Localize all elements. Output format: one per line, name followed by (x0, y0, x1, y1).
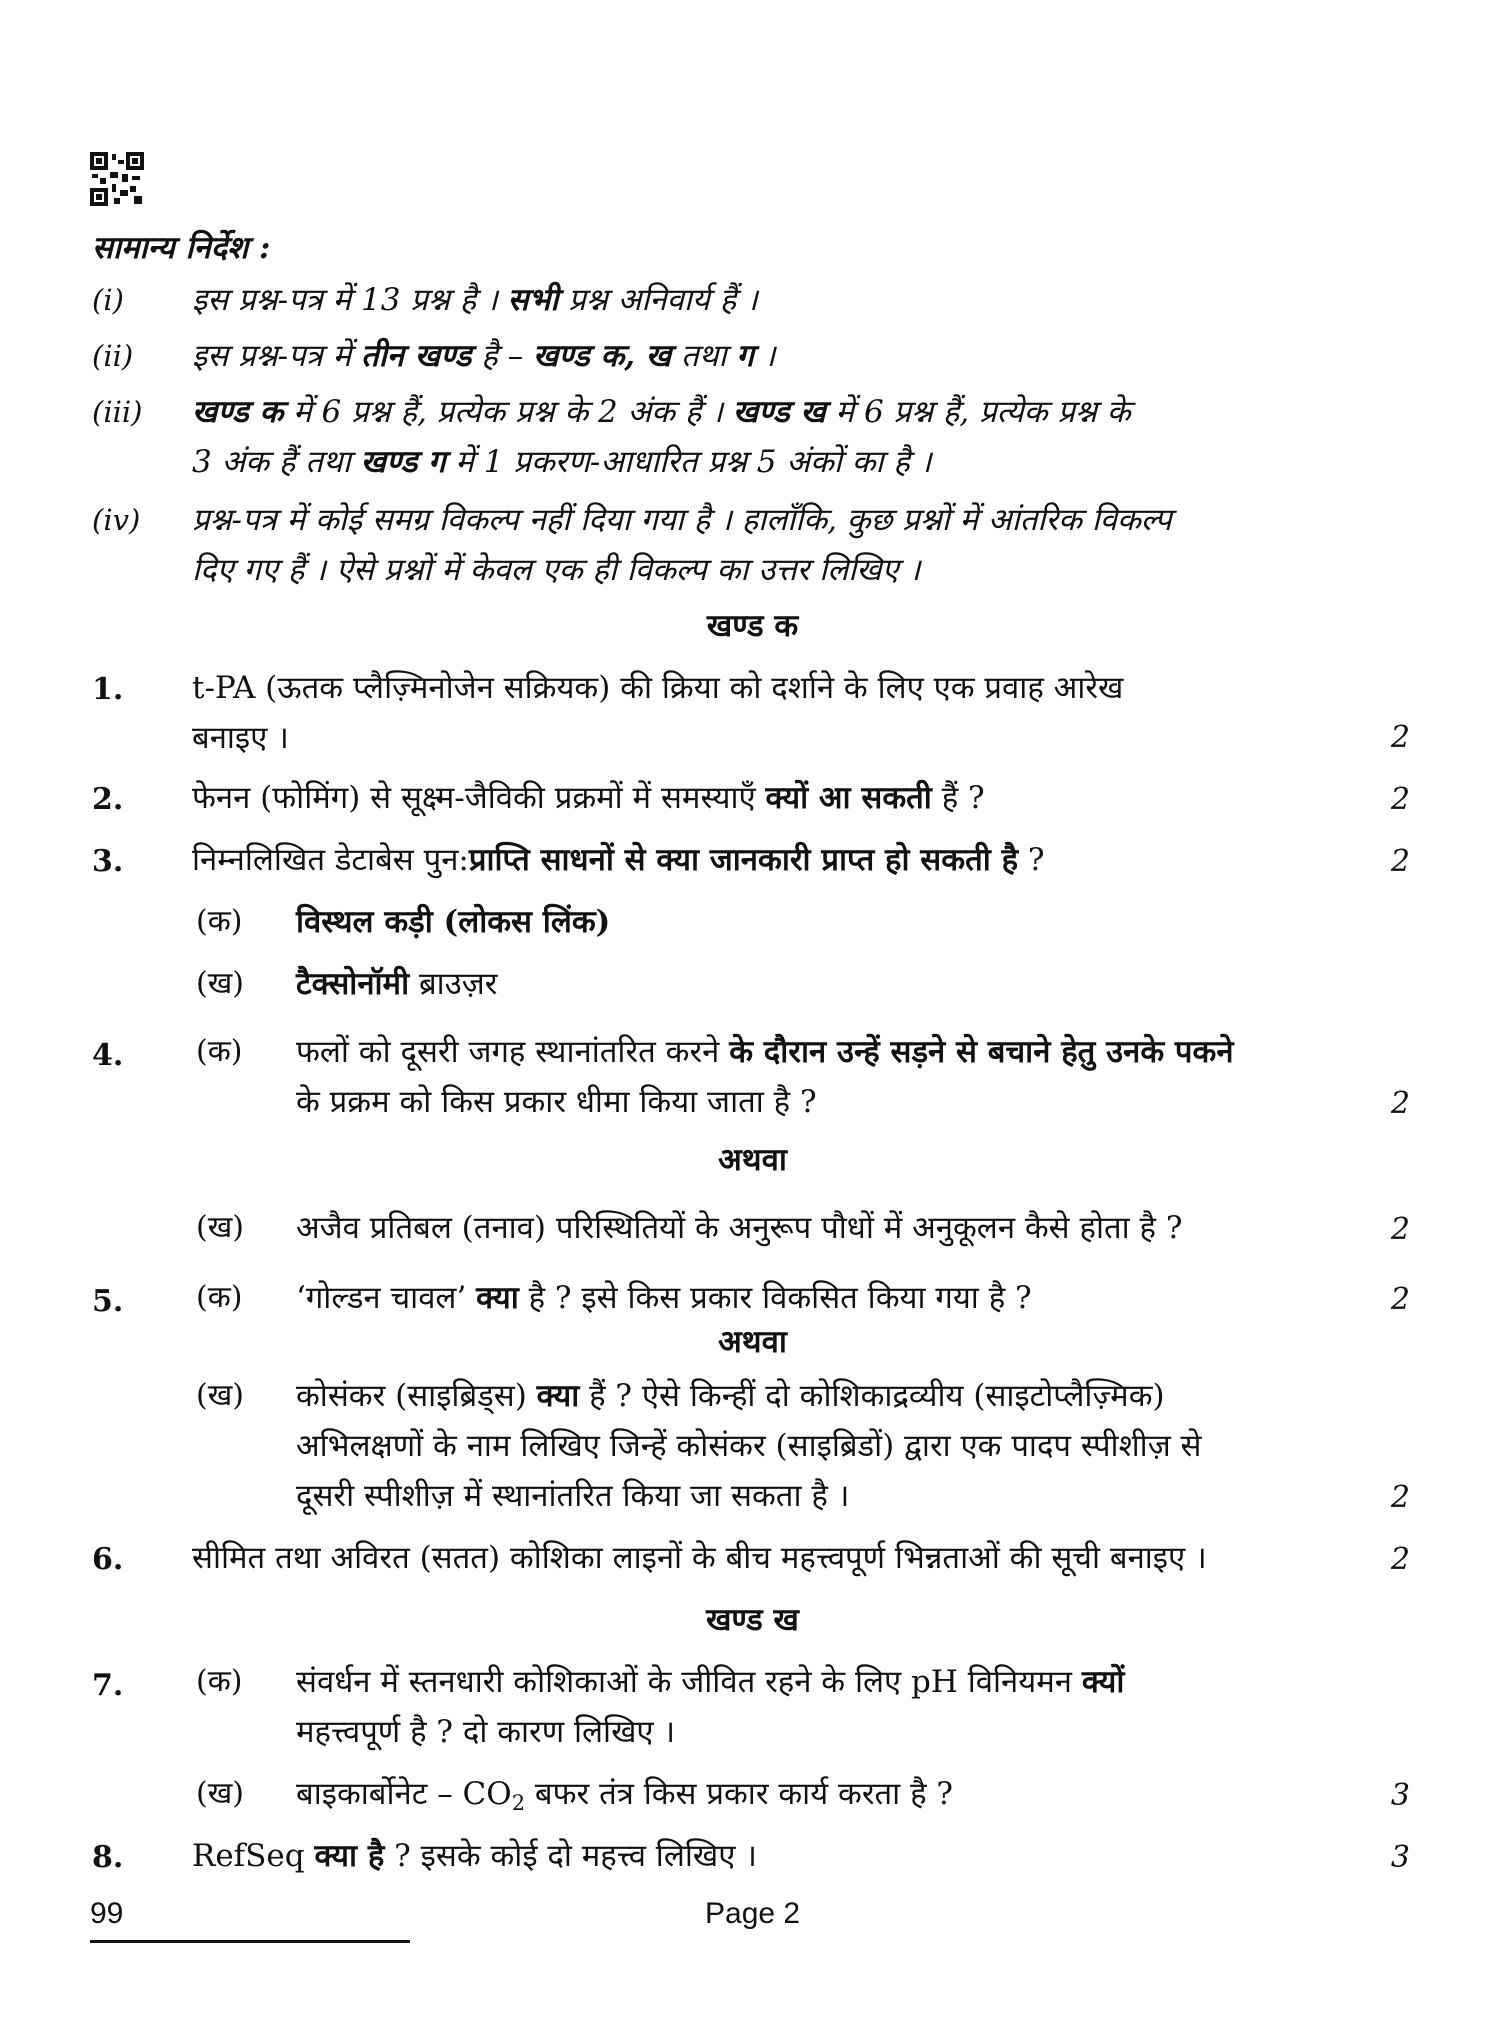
option-label: (क) (196, 1034, 243, 1069)
option-label: (ख) (196, 966, 244, 1001)
question-marks: 2 (1390, 1212, 1410, 1247)
instruction-number: (iv) (92, 503, 141, 537)
question-marks: 2 (1390, 1282, 1410, 1317)
question-marks: 2 (1390, 782, 1410, 817)
option-label: (ख) (196, 1210, 244, 1245)
instruction-text: इस प्रश्न-पत्र में 13 प्रश्न है । सभी प्रश्न अनिवार्य हैं । (192, 282, 758, 318)
section-heading: खण्ड क (706, 608, 799, 644)
question-text: दूसरी स्पीशीज़ में स्थानांतरित किया जा सकता है । (296, 1478, 850, 1514)
instruction-number: (ii) (92, 339, 134, 373)
question-text: बाइकार्बोनेट – CO2 बफर तंत्र किस प्रकार कार्य करता है ? (296, 1776, 954, 1815)
question-marks: 2 (1390, 720, 1410, 755)
question-text: ‘गोल्डन चावल’ क्या है ? इसे किस प्रकार विकसित किया गया है ? (296, 1280, 1032, 1316)
question-text: सीमित तथा अविरत (सतत) कोशिका लाइनों के बीच महत्त्वपूर्ण भिन्नताओं की सूची बनाइए । (192, 1540, 1207, 1576)
question-number: 6. (92, 1542, 124, 1577)
question-text: महत्त्वपूर्ण है ? दो कारण लिखिए । (296, 1714, 676, 1750)
question-number: 4. (92, 1038, 124, 1073)
paper-code: 99 (90, 1897, 124, 1930)
instruction-text: दिए गए हैं । ऐसे प्रश्नों में केवल एक ही विकल्प का उत्तर लिखिए । (192, 552, 921, 588)
question-marks: 2 (1390, 844, 1410, 879)
or-label: अथवा (718, 1324, 787, 1360)
option-label: (ख) (196, 1378, 244, 1413)
question-marks: 2 (1390, 1480, 1410, 1515)
question-text: RefSeq क्या है ? इसके कोई दो महत्त्व लिखिए । (192, 1838, 757, 1874)
question-marks: 2 (1390, 1086, 1410, 1121)
page-number: Page 2 (705, 1897, 801, 1930)
option-label: (क) (196, 904, 243, 939)
question-text: अजैव प्रतिबल (तनाव) परिस्थितियों के अनुरूप पौधों में अनुकूलन कैसे होता है ? (296, 1210, 1183, 1246)
question-text: फेनन (फोमिंग) से सूक्ष्म-जैविकी प्रक्रमों में समस्याएँ क्यों आ सकती हैं ? (192, 780, 985, 816)
option-label: (क) (196, 1664, 243, 1699)
option-text: टैक्सोनॉमी ब्राउज़र (296, 966, 498, 1002)
option-label: (क) (196, 1280, 243, 1315)
question-text: बनाइए । (192, 720, 289, 756)
section-heading: खण्ड ख (706, 1602, 799, 1638)
instruction-number: (iii) (92, 395, 143, 429)
instruction-number: (i) (92, 283, 124, 317)
question-number: 1. (92, 672, 124, 707)
or-label: अथवा (718, 1142, 787, 1178)
question-marks: 2 (1390, 1542, 1410, 1577)
question-number: 8. (92, 1840, 124, 1875)
question-number: 2. (92, 782, 124, 817)
option-label: (ख) (196, 1776, 244, 1811)
question-text: अभिलक्षणों के नाम लिखिए जिन्हें कोसंकर (साइब्रिडों) द्वारा एक पादप स्पीशीज़ से (296, 1428, 1202, 1464)
footer-rule (90, 1940, 410, 1943)
question-number: 7. (92, 1668, 124, 1703)
instruction-text: 3 अंक हैं तथा खण्ड ग में 1 प्रकरण-आधारित प्रश्न 5 अंकों का है । (192, 444, 932, 480)
option-text: विस्थल कड़ी (लोकस लिंक) (296, 904, 611, 940)
instruction-text: खण्ड क में 6 प्रश्न हैं, प्रत्येक प्रश्न के 2 अंक हैं । खण्ड ख में 6 प्रश्न हैं, प्रत्येक प्रश्न के (192, 394, 1131, 430)
question-text: संवर्धन में स्तनधारी कोशिकाओं के जीवित रहने के लिए pH विनियमन क्यों (296, 1664, 1125, 1700)
question-marks: 3 (1390, 1840, 1410, 1875)
question-text: निम्नलिखित डेटाबेस पुन:प्राप्ति साधनों से क्या जानकारी प्राप्त हो सकती है ? (192, 842, 1045, 878)
question-number: 5. (92, 1284, 124, 1319)
question-text: t-PA (ऊतक प्लैज़्मिनोजेन सक्रियक) की क्रिया को दर्शाने के लिए एक प्रवाह आरेख (192, 670, 1124, 706)
question-text: के प्रक्रम को किस प्रकार धीमा किया जाता है ? (296, 1084, 817, 1120)
instructions-heading: सामान्य निर्देश : (92, 230, 271, 266)
qr-code (90, 152, 144, 206)
question-number: 3. (92, 844, 124, 879)
question-text: फलों को दूसरी जगह स्थानांतरित करने के दौरान उन्हें सड़ने से बचाने हेतु उनके पकने (296, 1034, 1234, 1070)
question-marks: 3 (1390, 1778, 1410, 1813)
instruction-text: प्रश्न-पत्र में कोई समग्र विकल्प नहीं दिया गया है । हालाँकि, कुछ प्रश्नों में आंतरिक विकल्प (192, 502, 1172, 538)
instruction-text: इस प्रश्न-पत्र में तीन खण्ड है – खण्ड क, ख तथा ग । (192, 338, 776, 374)
question-text: कोसंकर (साइब्रिड्स) क्या हैं ? ऐसे किन्हीं दो कोशिकाद्रव्यीय (साइटोप्लैज़्मिक) (296, 1378, 1165, 1414)
